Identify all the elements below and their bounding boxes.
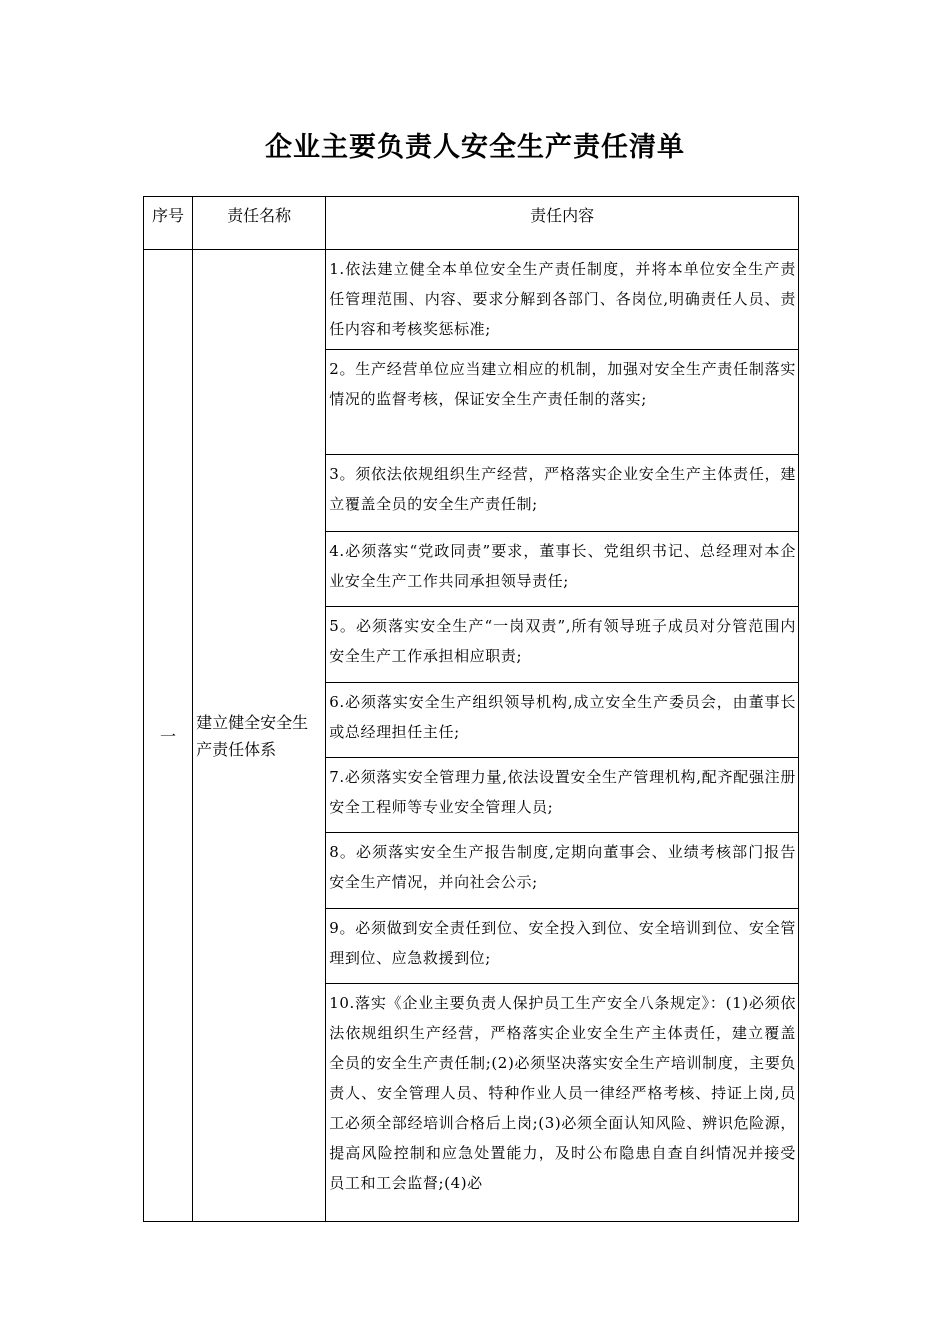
duty-item-7: 7.必须落实安全管理力量,依法设置安全生产管理机构,配齐配强注册安全工程师等专业安全管理人员; [326, 758, 799, 833]
duty-item-2: 2。生产经营单位应当建立相应的机制，加强对安全生产责任制落实情况的监督考核，保证安全生产责任制的落实; [326, 350, 799, 455]
duty-item-3: 3。须依法依规组织生产经营，严格落实企业安全生产主体责任，建立覆盖全员的安全生产责任制; [326, 455, 799, 532]
section-number: 一 [144, 250, 193, 1222]
page-title: 企业主要负责人安全生产责任清单 [265, 132, 685, 163]
table-header-row [144, 197, 799, 250]
section-name: 建立健全安全生产责任体系 [193, 250, 326, 1222]
duty-item-4: 4.必须落实“党政同责”要求，董事长、党组织书记、总经理对本企业安全生产工作共同承担领导责任; [326, 532, 799, 607]
header-name: 责任名称 [193, 197, 326, 250]
duty-item-10: 10.落实《企业主要负责人保护员工生产安全八条规定》：(1)必须依法依规组织生产经营，严格落实企业安全生产主体责任，建立覆盖全员的安全生产责任制;(2)必须坚决落实安全生产培训制度，主要负责人、安全管理人员、特种作业人员一律经严格考核、持证上岗,员工必须全部经培训合格后上岗;(3)必须全面认知风险、辨识危险源，提高风险控制和应急处置能力，及时公布隐患自查自纠情况并接受员工和工会监督;(4)必 [326, 984, 799, 1222]
duty-item-6: 6.必须落实安全生产组织领导机构,成立安全生产委员会，由董事长或总经理担任主任; [326, 683, 799, 758]
table-row [144, 250, 799, 350]
duty-item-9: 9。必须做到安全责任到位、安全投入到位、安全培训到位、安全管理到位、应急救援到位; [326, 909, 799, 984]
header-no: 序号 [144, 197, 193, 250]
header-content: 责任内容 [326, 197, 799, 250]
duty-item-1: 1.依法建立健全本单位安全生产责任制度，并将本单位安全生产责任管理范围、内容、要求分解到各部门、各岗位,明确责任人员、责任内容和考核奖惩标准; [326, 250, 799, 350]
duty-item-5: 5。必须落实安全生产“一岗双责”,所有领导班子成员对分管范围内安全生产工作承担相应职责; [326, 607, 799, 683]
responsibility-table [143, 196, 799, 1222]
duty-item-8: 8。必须落实安全生产报告制度,定期向董事会、业绩考核部门报告安全生产情况，并向社会公示; [326, 833, 799, 909]
